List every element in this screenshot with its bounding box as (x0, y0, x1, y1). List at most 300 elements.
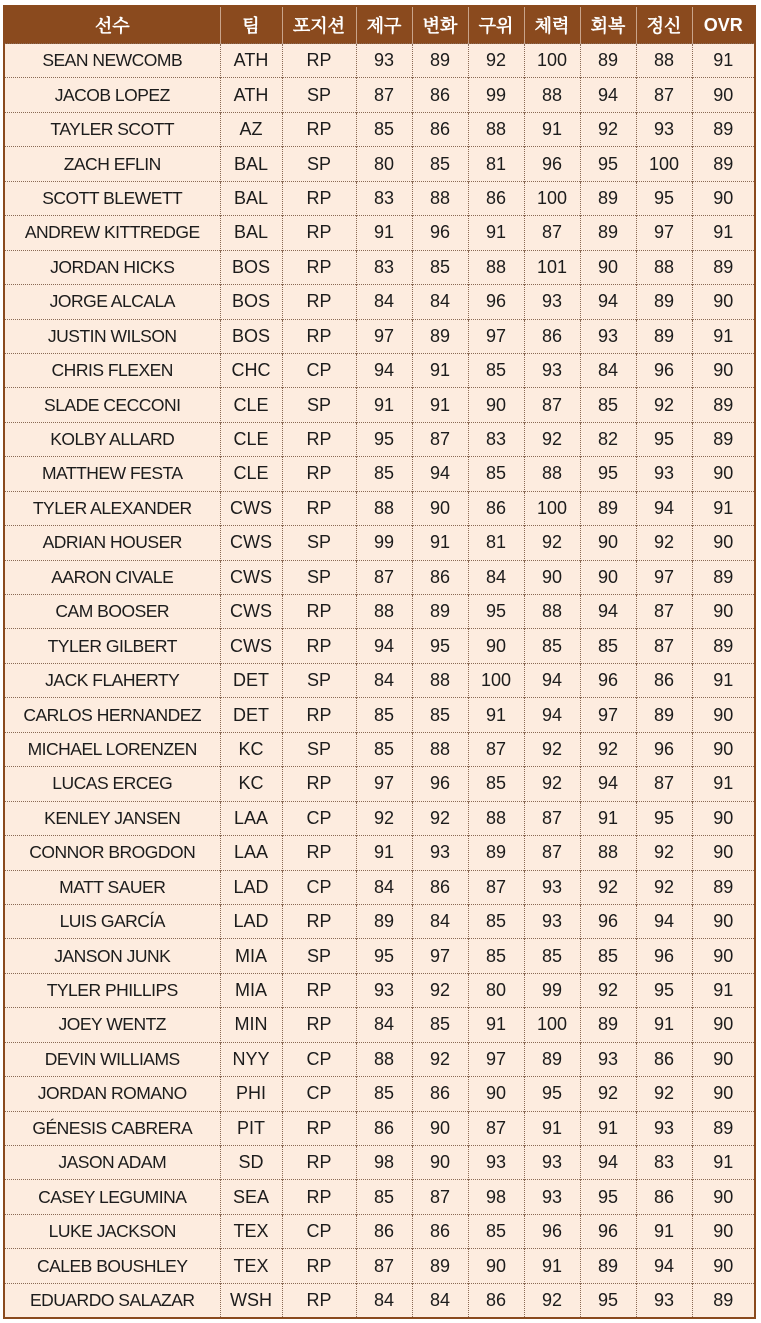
stuff-cell: 83 (468, 422, 524, 456)
team-cell: BOS (220, 285, 282, 319)
position-cell: RP (282, 629, 356, 663)
header-control: 제구 (356, 7, 412, 44)
table-row (5, 629, 754, 663)
table-row (5, 767, 754, 801)
movement-cell: 87 (412, 1180, 468, 1214)
table-row (5, 560, 754, 594)
stamina-cell: 92 (524, 422, 580, 456)
team-cell: MIA (220, 973, 282, 1007)
position-cell: RP (282, 904, 356, 938)
ovr-cell: 89 (692, 422, 754, 456)
recovery-cell: 88 (580, 836, 636, 870)
team-cell: SEA (220, 1180, 282, 1214)
control-cell: 97 (356, 767, 412, 801)
table-row (5, 526, 754, 560)
control-cell: 85 (356, 698, 412, 732)
table-row (5, 78, 754, 112)
recovery-cell: 94 (580, 78, 636, 112)
mentality-cell: 95 (636, 801, 692, 835)
stuff-cell: 93 (468, 1146, 524, 1180)
mentality-cell: 94 (636, 904, 692, 938)
team-cell: PIT (220, 1111, 282, 1145)
recovery-cell: 89 (580, 216, 636, 250)
table-row (5, 147, 754, 181)
movement-cell: 88 (412, 732, 468, 766)
control-cell: 86 (356, 1214, 412, 1248)
stamina-cell: 95 (524, 1077, 580, 1111)
stuff-cell: 89 (468, 836, 524, 870)
mentality-cell: 94 (636, 491, 692, 525)
stamina-cell: 92 (524, 1283, 580, 1317)
movement-cell: 86 (412, 78, 468, 112)
stamina-cell: 87 (524, 801, 580, 835)
player-name-cell: TAYLER SCOTT (5, 112, 220, 146)
movement-cell: 89 (412, 44, 468, 78)
table-row (5, 1111, 754, 1145)
control-cell: 95 (356, 939, 412, 973)
player-name-cell: JACOB LOPEZ (5, 78, 220, 112)
ovr-cell: 89 (692, 560, 754, 594)
stuff-cell: 81 (468, 526, 524, 560)
movement-cell: 84 (412, 1283, 468, 1317)
player-name-cell: LUIS GARCÍA (5, 904, 220, 938)
ovr-cell: 90 (692, 595, 754, 629)
control-cell: 85 (356, 457, 412, 491)
team-cell: AZ (220, 112, 282, 146)
movement-cell: 85 (412, 250, 468, 284)
team-cell: CLE (220, 457, 282, 491)
position-cell: RP (282, 216, 356, 250)
stamina-cell: 88 (524, 78, 580, 112)
recovery-cell: 85 (580, 939, 636, 973)
stuff-cell: 91 (468, 1008, 524, 1042)
player-name-cell: CAM BOOSER (5, 595, 220, 629)
control-cell: 85 (356, 112, 412, 146)
position-cell: RP (282, 1283, 356, 1317)
table-row (5, 1077, 754, 1111)
table-row (5, 1146, 754, 1180)
recovery-cell: 89 (580, 44, 636, 78)
control-cell: 91 (356, 836, 412, 870)
mentality-cell: 86 (636, 1180, 692, 1214)
recovery-cell: 92 (580, 973, 636, 1007)
player-name-cell: ANDREW KITTREDGE (5, 216, 220, 250)
header-team: 팀 (220, 7, 282, 44)
mentality-cell: 93 (636, 1283, 692, 1317)
stamina-cell: 94 (524, 663, 580, 697)
control-cell: 84 (356, 1283, 412, 1317)
recovery-cell: 94 (580, 595, 636, 629)
movement-cell: 86 (412, 560, 468, 594)
position-cell: SP (282, 526, 356, 560)
position-cell: RP (282, 1008, 356, 1042)
stuff-cell: 90 (468, 629, 524, 663)
stamina-cell: 93 (524, 1146, 580, 1180)
ovr-cell: 90 (692, 904, 754, 938)
recovery-cell: 94 (580, 767, 636, 801)
stamina-cell: 93 (524, 353, 580, 387)
control-cell: 87 (356, 560, 412, 594)
header-stuff: 구위 (468, 7, 524, 44)
table-row (5, 457, 754, 491)
mentality-cell: 100 (636, 147, 692, 181)
stuff-cell: 92 (468, 44, 524, 78)
player-table-frame (3, 5, 756, 1319)
position-cell: RP (282, 1180, 356, 1214)
recovery-cell: 96 (580, 904, 636, 938)
stuff-cell: 99 (468, 78, 524, 112)
movement-cell: 90 (412, 491, 468, 525)
movement-cell: 95 (412, 629, 468, 663)
stamina-cell: 93 (524, 870, 580, 904)
table-row (5, 801, 754, 835)
recovery-cell: 94 (580, 285, 636, 319)
player-name-cell: TYLER GILBERT (5, 629, 220, 663)
recovery-cell: 89 (580, 181, 636, 215)
stamina-cell: 99 (524, 973, 580, 1007)
team-cell: TEX (220, 1249, 282, 1283)
player-name-cell: CONNOR BROGDON (5, 836, 220, 870)
mentality-cell: 86 (636, 1042, 692, 1076)
player-name-cell: CASEY LEGUMINA (5, 1180, 220, 1214)
recovery-cell: 95 (580, 147, 636, 181)
table-row (5, 216, 754, 250)
ovr-cell: 90 (692, 285, 754, 319)
ovr-cell: 89 (692, 112, 754, 146)
table-row (5, 112, 754, 146)
position-cell: RP (282, 457, 356, 491)
team-cell: KC (220, 767, 282, 801)
player-name-cell: MATTHEW FESTA (5, 457, 220, 491)
stuff-cell: 96 (468, 285, 524, 319)
mentality-cell: 94 (636, 1249, 692, 1283)
ovr-cell: 90 (692, 526, 754, 560)
table-row (5, 44, 754, 78)
stamina-cell: 87 (524, 836, 580, 870)
stuff-cell: 97 (468, 1042, 524, 1076)
ovr-cell: 89 (692, 250, 754, 284)
team-cell: BAL (220, 147, 282, 181)
player-name-cell: TYLER ALEXANDER (5, 491, 220, 525)
player-name-cell: JUSTIN WILSON (5, 319, 220, 353)
table-row (5, 939, 754, 973)
player-name-cell: SEAN NEWCOMB (5, 44, 220, 78)
team-cell: ATH (220, 78, 282, 112)
player-name-cell: ADRIAN HOUSER (5, 526, 220, 560)
stamina-cell: 100 (524, 1008, 580, 1042)
stuff-cell: 85 (468, 353, 524, 387)
position-cell: RP (282, 422, 356, 456)
stuff-cell: 86 (468, 491, 524, 525)
stamina-cell: 85 (524, 629, 580, 663)
ovr-cell: 90 (692, 801, 754, 835)
control-cell: 88 (356, 595, 412, 629)
position-cell: CP (282, 1042, 356, 1076)
mentality-cell: 92 (636, 526, 692, 560)
movement-cell: 85 (412, 698, 468, 732)
stamina-cell: 93 (524, 1180, 580, 1214)
movement-cell: 92 (412, 973, 468, 1007)
recovery-cell: 97 (580, 698, 636, 732)
stamina-cell: 86 (524, 319, 580, 353)
position-cell: CP (282, 801, 356, 835)
stamina-cell: 91 (524, 1111, 580, 1145)
movement-cell: 92 (412, 1042, 468, 1076)
player-name-cell: JORDAN HICKS (5, 250, 220, 284)
stuff-cell: 100 (468, 663, 524, 697)
mentality-cell: 95 (636, 181, 692, 215)
team-cell: SD (220, 1146, 282, 1180)
table-row (5, 181, 754, 215)
player-name-cell: JASON ADAM (5, 1146, 220, 1180)
stuff-cell: 81 (468, 147, 524, 181)
movement-cell: 89 (412, 1249, 468, 1283)
control-cell: 98 (356, 1146, 412, 1180)
team-cell: DET (220, 698, 282, 732)
position-cell: RP (282, 836, 356, 870)
movement-cell: 96 (412, 767, 468, 801)
mentality-cell: 96 (636, 732, 692, 766)
table-row (5, 1249, 754, 1283)
stamina-cell: 93 (524, 904, 580, 938)
control-cell: 83 (356, 250, 412, 284)
mentality-cell: 87 (636, 629, 692, 663)
stamina-cell: 94 (524, 698, 580, 732)
stamina-cell: 100 (524, 44, 580, 78)
stuff-cell: 90 (468, 1077, 524, 1111)
stuff-cell: 87 (468, 870, 524, 904)
stuff-cell: 85 (468, 939, 524, 973)
position-cell: RP (282, 491, 356, 525)
ovr-cell: 91 (692, 44, 754, 78)
control-cell: 85 (356, 1180, 412, 1214)
mentality-cell: 89 (636, 698, 692, 732)
team-cell: LAA (220, 836, 282, 870)
team-cell: BAL (220, 216, 282, 250)
stuff-cell: 85 (468, 904, 524, 938)
movement-cell: 85 (412, 1008, 468, 1042)
stuff-cell: 95 (468, 595, 524, 629)
header-stamina: 체력 (524, 7, 580, 44)
header-position: 포지션 (282, 7, 356, 44)
mentality-cell: 93 (636, 112, 692, 146)
ovr-cell: 91 (692, 216, 754, 250)
stamina-cell: 93 (524, 285, 580, 319)
control-cell: 87 (356, 78, 412, 112)
mentality-cell: 96 (636, 939, 692, 973)
team-cell: BOS (220, 250, 282, 284)
ovr-cell: 91 (692, 491, 754, 525)
movement-cell: 91 (412, 526, 468, 560)
recovery-cell: 96 (580, 1214, 636, 1248)
mentality-cell: 93 (636, 457, 692, 491)
recovery-cell: 90 (580, 250, 636, 284)
stuff-cell: 88 (468, 801, 524, 835)
mentality-cell: 88 (636, 44, 692, 78)
stamina-cell: 92 (524, 526, 580, 560)
mentality-cell: 95 (636, 973, 692, 1007)
table-row (5, 319, 754, 353)
position-cell: RP (282, 319, 356, 353)
mentality-cell: 92 (636, 870, 692, 904)
position-cell: CP (282, 1214, 356, 1248)
stuff-cell: 90 (468, 1249, 524, 1283)
movement-cell: 92 (412, 801, 468, 835)
table-row (5, 1180, 754, 1214)
position-cell: SP (282, 147, 356, 181)
recovery-cell: 92 (580, 870, 636, 904)
position-cell: CP (282, 1077, 356, 1111)
movement-cell: 93 (412, 836, 468, 870)
ovr-cell: 90 (692, 1249, 754, 1283)
stamina-cell: 100 (524, 491, 580, 525)
player-name-cell: TYLER PHILLIPS (5, 973, 220, 1007)
table-row (5, 836, 754, 870)
mentality-cell: 93 (636, 1111, 692, 1145)
recovery-cell: 85 (580, 629, 636, 663)
position-cell: SP (282, 560, 356, 594)
player-name-cell: MICHAEL LORENZEN (5, 732, 220, 766)
movement-cell: 87 (412, 422, 468, 456)
player-name-cell: DEVIN WILLIAMS (5, 1042, 220, 1076)
player-name-cell: KENLEY JANSEN (5, 801, 220, 835)
table-row (5, 663, 754, 697)
mentality-cell: 96 (636, 353, 692, 387)
stamina-cell: 88 (524, 457, 580, 491)
table-row (5, 973, 754, 1007)
recovery-cell: 94 (580, 1146, 636, 1180)
recovery-cell: 85 (580, 388, 636, 422)
movement-cell: 88 (412, 663, 468, 697)
control-cell: 87 (356, 1249, 412, 1283)
ovr-cell: 89 (692, 1111, 754, 1145)
control-cell: 93 (356, 44, 412, 78)
stamina-cell: 100 (524, 181, 580, 215)
recovery-cell: 89 (580, 1249, 636, 1283)
position-cell: CP (282, 870, 356, 904)
ovr-cell: 90 (692, 732, 754, 766)
team-cell: CLE (220, 388, 282, 422)
control-cell: 94 (356, 629, 412, 663)
player-name-cell: KOLBY ALLARD (5, 422, 220, 456)
team-cell: CLE (220, 422, 282, 456)
mentality-cell: 88 (636, 250, 692, 284)
ovr-cell: 90 (692, 457, 754, 491)
mentality-cell: 95 (636, 422, 692, 456)
ovr-cell: 91 (692, 319, 754, 353)
mentality-cell: 92 (636, 836, 692, 870)
stuff-cell: 88 (468, 112, 524, 146)
mentality-cell: 83 (636, 1146, 692, 1180)
position-cell: RP (282, 595, 356, 629)
position-cell: SP (282, 78, 356, 112)
recovery-cell: 82 (580, 422, 636, 456)
mentality-cell: 97 (636, 216, 692, 250)
mentality-cell: 92 (636, 1077, 692, 1111)
position-cell: RP (282, 112, 356, 146)
table-row (5, 595, 754, 629)
stuff-cell: 87 (468, 1111, 524, 1145)
team-cell: BOS (220, 319, 282, 353)
position-cell: SP (282, 732, 356, 766)
stamina-cell: 88 (524, 595, 580, 629)
stamina-cell: 89 (524, 1042, 580, 1076)
ovr-cell: 89 (692, 388, 754, 422)
team-cell: LAD (220, 870, 282, 904)
position-cell: RP (282, 1111, 356, 1145)
control-cell: 99 (356, 526, 412, 560)
stuff-cell: 97 (468, 319, 524, 353)
mentality-cell: 97 (636, 560, 692, 594)
stamina-cell: 90 (524, 560, 580, 594)
table-row (5, 1042, 754, 1076)
control-cell: 91 (356, 388, 412, 422)
player-name-cell: JORGE ALCALA (5, 285, 220, 319)
recovery-cell: 92 (580, 732, 636, 766)
team-cell: WSH (220, 1283, 282, 1317)
stuff-cell: 86 (468, 181, 524, 215)
stuff-cell: 91 (468, 698, 524, 732)
movement-cell: 89 (412, 595, 468, 629)
player-name-cell: CALEB BOUSHLEY (5, 1249, 220, 1283)
position-cell: RP (282, 973, 356, 1007)
team-cell: BAL (220, 181, 282, 215)
mentality-cell: 89 (636, 319, 692, 353)
control-cell: 84 (356, 663, 412, 697)
table-row (5, 422, 754, 456)
table-row (5, 732, 754, 766)
ovr-cell: 89 (692, 147, 754, 181)
position-cell: RP (282, 285, 356, 319)
mentality-cell: 87 (636, 78, 692, 112)
team-cell: MIN (220, 1008, 282, 1042)
control-cell: 91 (356, 216, 412, 250)
ovr-cell: 91 (692, 767, 754, 801)
player-name-cell: JANSON JUNK (5, 939, 220, 973)
table-row (5, 870, 754, 904)
ovr-cell: 91 (692, 973, 754, 1007)
stamina-cell: 96 (524, 1214, 580, 1248)
team-cell: PHI (220, 1077, 282, 1111)
control-cell: 88 (356, 491, 412, 525)
stuff-cell: 88 (468, 250, 524, 284)
mentality-cell: 91 (636, 1214, 692, 1248)
control-cell: 84 (356, 1008, 412, 1042)
recovery-cell: 93 (580, 319, 636, 353)
player-name-cell: AARON CIVALE (5, 560, 220, 594)
team-cell: DET (220, 663, 282, 697)
position-cell: CP (282, 353, 356, 387)
ovr-cell: 91 (692, 663, 754, 697)
stuff-cell: 85 (468, 767, 524, 801)
player-name-cell: SLADE CECCONI (5, 388, 220, 422)
control-cell: 85 (356, 1077, 412, 1111)
stuff-cell: 84 (468, 560, 524, 594)
player-name-cell: LUCAS ERCEG (5, 767, 220, 801)
stuff-cell: 86 (468, 1283, 524, 1317)
table-row (5, 353, 754, 387)
recovery-cell: 93 (580, 1042, 636, 1076)
stuff-cell: 85 (468, 1214, 524, 1248)
position-cell: RP (282, 181, 356, 215)
table-row (5, 1283, 754, 1317)
movement-cell: 97 (412, 939, 468, 973)
stuff-cell: 90 (468, 388, 524, 422)
header-movement: 변화 (412, 7, 468, 44)
table-row (5, 1008, 754, 1042)
position-cell: SP (282, 939, 356, 973)
header-player: 선수 (5, 7, 220, 44)
